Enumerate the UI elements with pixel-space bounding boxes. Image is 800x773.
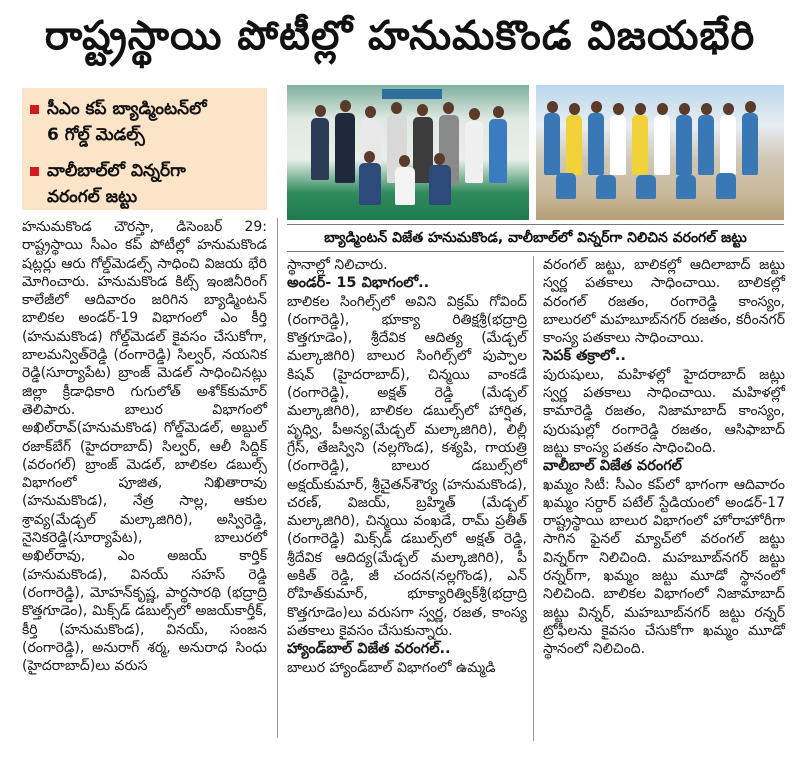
- column-divider: [277, 218, 278, 738]
- article-column-3: [543, 256, 785, 659]
- headline: రాష్ట్రస్థాయి పోటీల్లో హనుమకొండ విజయభేరి: [44, 13, 756, 59]
- article-paragraph: స్థానాల్లో నిలిచారు.: [287, 257, 388, 273]
- bullet-icon: [30, 167, 39, 176]
- badminton-team-photo: [287, 85, 529, 220]
- volleyball-team-photo: [536, 85, 784, 220]
- column-divider: [533, 256, 534, 741]
- section-subhead: హ్యాండ్‌బాల్ విజేత వరంగల్..: [287, 641, 451, 658]
- article-paragraph: బాలికల సింగిల్స్‌లో అవిని విక్రమ్ గోవింద్ (రంగారెడ్డి), భూక్యా రితిక్షశ్రీ(భద్రాద్రి కొత్తగూడెం), శ్రీదేవిక ఆదిత్య (మేడ్చల్ మల్కాజిగిరి) బాలుర సింగిల్స్‌లో పుప్పాల కిషవ్ (హైదరాబాద్), చిన్మయి వాంకడే (రంగారెడ్డి), అక్షత్ రెడ్డి (మేడ్చల్ మల్కాజిగిరి), బాలికల డబుల్స్‌లో హార్షిత, పృధ్వి, పీఅన్య(మేడ్చల్ మల్కాజిగిరి), లిల్లీ గ్రేస్, తేజస్విని (నల్లగొండ), కశ్యపి, గాయత్రి (రంగారెడ్డి), బాలుర డబుల్స్‌లో అక్షయ్‌కుమార్, శ్రీచైతన్‌శౌర్య (హనుమకొండ), చరణ్, విజయ్, బ్రహ్మిత్ (మేడ్చల్ మల్కాజిగిరి), చిన్మయి వంఖడే, రామ్ ప్రతీత్ (రంగారెడ్డి) మిక్స్‌డ్ డబుల్స్‌లో అక్షత్ రెడ్డి, శ్రీదేవిక ఆదిద్య(మేడ్చల్ మల్కాజిగిరి), పీ అకిత్ రెడ్డి, జీ చందన(నల్లగొండ), ఎన్ రోహిత్‌కుమార్, భూక్యారిత్విక్‌శ్రీ(భద్రాద్రి కొత్తగూడెం)లు వరుసగా స్వర్ణ, రజత, కాంస్య పతకాలు కైవసం చేసుకున్నారు.: [287, 293, 527, 639]
- photo-caption: బ్యాడ్మింటన్ విజేత హనుమకొండ, వాలీబాల్‌లో విన్నర్‌గా నిలిచిన వరంగల్ జట్టు: [287, 224, 784, 252]
- highlight-item: [30, 96, 261, 148]
- highlights-box: [22, 88, 267, 210]
- section-subhead: అండర్- 15 విభాగంలో..: [287, 275, 430, 292]
- highlight-text: సీఎం కప్ బ్యాడ్మింటన్‌లో 6 గోల్డ్ మెడల్స్: [47, 99, 207, 145]
- article-column-1: [22, 218, 267, 675]
- highlight-item: [30, 158, 261, 210]
- article-paragraph: హనుమకొండ చౌరస్తా, డిసెంబర్ 29: రాష్ట్రస్థాయి సీఎం కప్ పోటీల్లో హనుమకొండ షట్లర్లు ఆరు గోల్డ్‌మెడల్స్ సాధించి విజయ భేరి మోగించారు. హనుమకొండ కిట్స్ ఇంజినీరింగ్ కాలేజీలో ఆదివారం జరిగిన బ్యాడ్మింటన్ బాలికల అండర్-19 విభాగంలో ఎం కీర్తి (హనుమకొండ) గోల్డ్‌మెడల్ కైవసం చేసుకోగా, బాలమన్విత్‌రెడ్డి (రంగారెడ్డి) సిల్వర్, నయనిక రెడ్డి(సూర్యాపేట) బ్రాంజ్ మెడల్ సాధించినట్లు జిల్లా క్రీడాధికారి గుగులోత్ అశోక్‌కుమార్ తెలిపారు. బాలుర విభాగంలో అఖిల్‌రావ్(హనుమకొండ) గోల్డ్‌మెడల్, అబ్దుల్ రజాక్‌బేగ్ (హైదరాబాద్) సిల్వర్, ఆలీ సిద్దిక్ (వరంగల్) బ్రాంజ్ మెడల్, బాలికల డబుల్స్ విభాగంలో పూజిత, నిఖితారావు (హనుమకొండ), నేత్ర సాల్ల, ఆకుల శ్రావ్య(మేడ్చల్ మల్కాజిగిరి), అస్విరెడ్డి, నైనికరెడ్డి(సూర్యాపేట), బాలురలో అఖిల్‌రావు, ఎం అజయ్ కార్తిక్ (హనుమకొండ), వినయ్ సహస్ రెడ్డి (రంగారెడ్డి), మోహన్‌కృష్ణ, పార్థసారథి (భద్రాద్రి కొత్తగూడెం), మిక్స్‌డ్ డబుల్స్‌లో అజయ్‌కార్తీక్, కీర్తి (హనుమకొండ), వినయ్, సంజన (రంగారెడ్డి), అనురాగ్ శర్మ, అనురాధ సింధు (హైదరాబాద్)లు వరుస: [22, 219, 267, 675]
- article-paragraph: పురుషులు, మహిళల్లో హైదరాబాద్ జట్లు స్వర్ణ పతకాలు సాధించాయి. మహిళల్లో కామారెడ్డి రజతం, నిజామాబాద్ కాంస్యం, పురుషుల్లో రంగారెడ్డి రజతం, ఆసిఫాబాద్ జట్టు కాంస్య పతకం సాధించింది.: [543, 366, 785, 456]
- section-subhead: వాలీబాల్ విజేత వరంగల్: [543, 458, 682, 475]
- section-subhead: సెపక్ తక్రాలో..: [543, 348, 626, 365]
- highlight-text: వాలీబాల్‌లో విన్నర్‌గా వరంగల్ జట్టు: [47, 161, 186, 207]
- article-column-2: [287, 256, 527, 677]
- article-paragraph: ఖమ్మం సిటీ: సీఎం కప్‌లో భాగంగా ఆదివారం ఖమ్మం సర్దార్ పటేల్ స్టేడియంలో అండర్-17 రాష్ట్రస్థాయి బాలుర విభాగంలో హోరాహోరీగా సాగిన ఫైనల్ మ్యాచ్‌లో వరంగల్ జట్టు విన్నర్‌గా నిలిచింది. మహబూబ్‌నగర్ జట్టు రన్నర్‌గా, ఖమ్మం జట్టు మూడో స్థానంలో నిలిచింది. బాలికల విభాగంలో నిజామాబాద్ జట్టు విన్నర్, మహబూబ్‌నగర్ జట్టు రన్నర్ ట్రోఫీలను కైవసం చేసుకోగా ఖమ్మం మూడో స్థానంలో నిలిచింది.: [543, 476, 785, 658]
- article-paragraph: వరంగల్ జట్టు, బాలికల్లో ఆదిలాబాద్ జట్టు స్వర్ణ పతకాలు సాధించాయి. బాలికల్లో వరంగల్ రజతం, రంగారెడ్డి కాంస్యం, బాలురలో మహబూబ్‌నగర్ రజతం, కరీంనగర్ కాంస్య పతకాలు సాధించాయి.: [543, 257, 785, 347]
- bullet-icon: [30, 105, 39, 114]
- article-paragraph: బాలుర హ్యాండ్‌బాల్ విభాగంలో ఉమ్మడి: [287, 659, 496, 676]
